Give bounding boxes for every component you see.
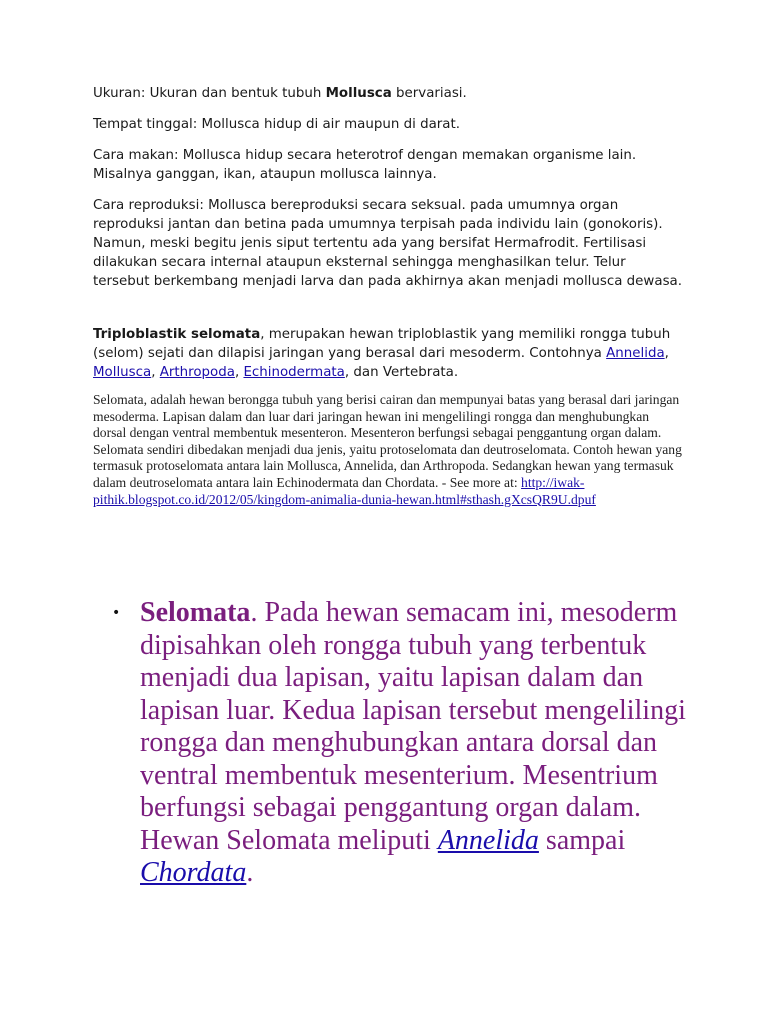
triploblastik-bold: Triploblastik selomata bbox=[93, 327, 261, 342]
bullet-item-selomata bbox=[140, 597, 692, 890]
link-annelida-bullet[interactable]: Annelida bbox=[437, 824, 539, 856]
link-arthropoda[interactable]: Arthropoda bbox=[159, 365, 235, 380]
triploblastik-end: , dan Vertebrata. bbox=[344, 365, 459, 380]
ukuran-text: Ukuran: Ukuran dan bentuk tubuh bbox=[93, 86, 326, 101]
paragraph-triploblastik bbox=[93, 325, 683, 382]
separator: , bbox=[234, 365, 244, 380]
link-echinodermata[interactable]: Echinodermata bbox=[243, 365, 345, 380]
bullet-list bbox=[112, 597, 692, 890]
bullet-body-text: . Pada hewan semacam ini, mesoderm dipisahkan oleh rongga tubuh yang terbentuk menjadi dua lapisan, yaitu lapisan dalam dan lapisan luar. Kedua lapisan tersebut mengelilingi rongga dan menghubungkan antara dorsal dan ventral membentuk mesenterium. Mesentrium berfungsi sebagai penggantung organ dalam. Hewan Selomata meliputi bbox=[140, 597, 686, 856]
bullet-icon: • bbox=[112, 605, 121, 621]
separator: , bbox=[151, 365, 160, 380]
mollusca-bold: Mollusca bbox=[325, 86, 392, 101]
paragraph-cara-makan: Cara makan: Mollusca hidup secara heterotrof dengan memakan organisme lain. Misalnya ganggan, ikan, ataupun mollusca lainnya. bbox=[93, 148, 637, 182]
paragraph-selomata-source bbox=[93, 392, 683, 508]
paragraph-ukuran bbox=[93, 84, 683, 103]
separator: , bbox=[664, 346, 669, 361]
link-chordata-bullet[interactable]: Chordata bbox=[140, 857, 247, 888]
document-body bbox=[93, 84, 683, 508]
triploblastik-text: , merupakan hewan triploblastik yang memiliki rongga tubuh (selom) sejati dan dilapisi jaringan yang berasal dari mesoderm. Contohnya bbox=[93, 327, 671, 361]
link-mollusca[interactable]: Mollusca bbox=[93, 365, 152, 380]
link-annelida[interactable]: Annelida bbox=[606, 346, 665, 361]
paragraph-cara-reproduksi: Cara reproduksi: Mollusca bereproduksi secara seksual. pada umumnya organ reproduksi jantan dan betina pada umumnya terpisah pada individu lain (gonokoris). Namun, meski begitu jenis siput tertentu ada yang bersifat Hermafrodit. Fertilisasi dilakukan secara internal ataupun eksternal sehingga menghasilkan telur. Telur tersebut berkembang menjadi larva dan pada akhirnya akan menjadi mollusca dewasa. bbox=[93, 198, 683, 289]
bullet-end-text: . bbox=[246, 857, 254, 888]
selomata-source-text: Selomata, adalah hewan berongga tubuh yang berisi cairan dan mempunyai batas yang berasal dari jaringan mesoderma. Lapisan dalam dan luar dari jaringan hewan ini mengelilingi rongga dan menghubungkan dorsal dengan ventral membentuk mesenteron. Mesenteron berfungsi sebagai penggantung organ dalam. Selomata sendiri dibedakan menjadi dua jenis, yaitu protoselomata dan deutroselomata. Contoh hewan yang termasuk protoselomata antara lain Mollusca, Annelida, dan Arthropoda. Sedangkan hewan yang termasuk dalam deutroselomata antara lain Echinodermata dan Chordata. - See more at: bbox=[93, 392, 682, 490]
paragraph-tempat-tinggal: Tempat tinggal: Mollusca hidup di air maupun di darat. bbox=[93, 117, 461, 132]
source-url-link[interactable]: http://iwak-pithik.blogspot.co.id/2012/05/kingdom-animalia-dunia-hewan.html#sthash.gXcsQR9U.dpuf bbox=[93, 474, 596, 507]
selomata-bold: Selomata bbox=[140, 597, 251, 628]
ukuran-suffix: bervariasi. bbox=[391, 86, 467, 101]
bullet-mid-text: sampai bbox=[538, 824, 626, 856]
